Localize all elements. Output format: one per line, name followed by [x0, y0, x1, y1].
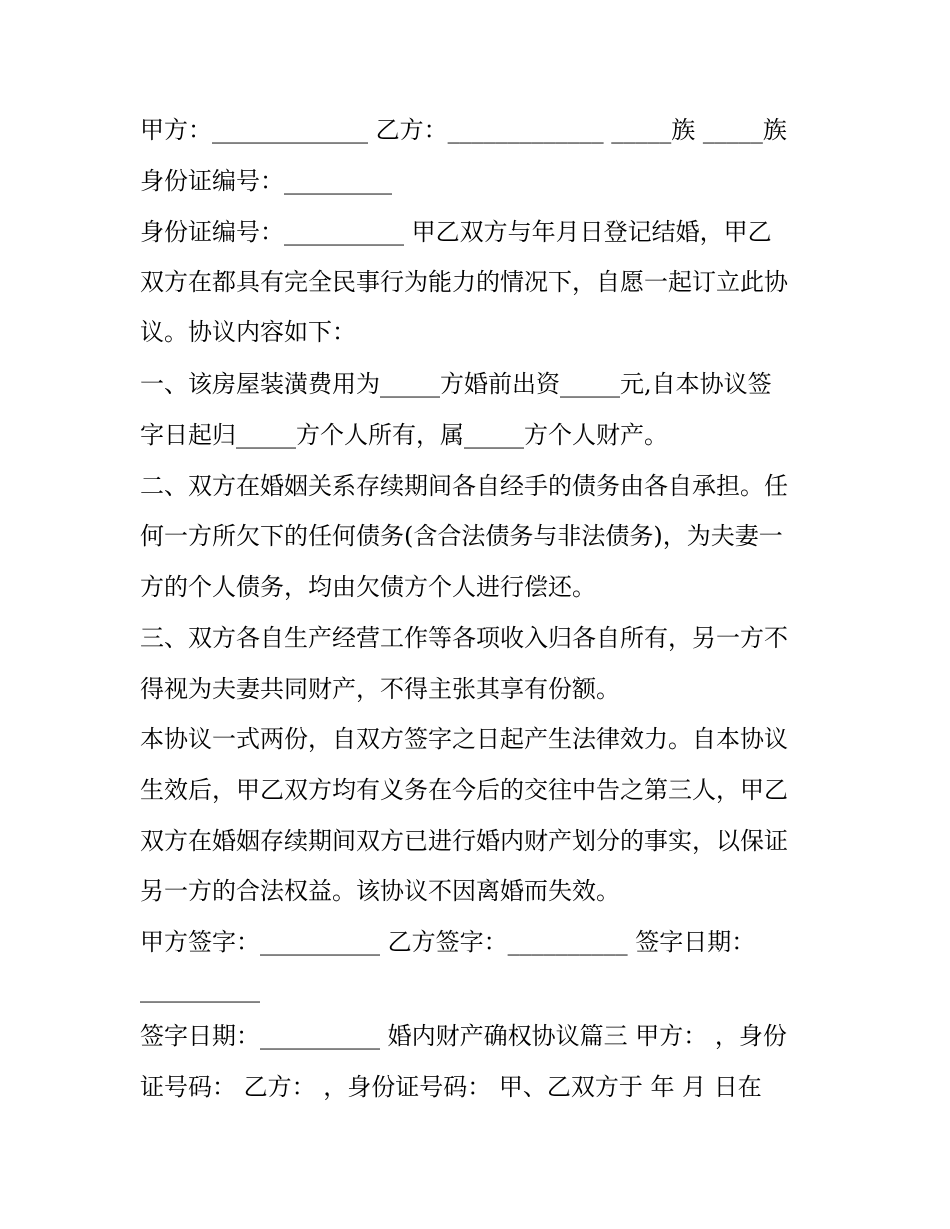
clause-one-line: 一、该房屋装潢费用为_____方婚前出资_____元,自本协议签 [140, 370, 772, 398]
clause-two-line: 何一方所欠下的任何债务(含合法债务与非法债务)，为夫妻一 [140, 522, 783, 550]
agreement-three-line: 证号码： 乙方： ，身份证号码： 甲、乙双方于 年 月 日在 [140, 1073, 762, 1101]
clause-two-line: 方的个人债务，均由欠债方个人进行偿还。 [140, 573, 596, 601]
effect-paragraph-line: 本协议一式两份，自双方签字之日起产生法律效力。自本协议 [140, 725, 788, 753]
effect-paragraph-line: 另一方的合法权益。该协议不因离婚而失效。 [140, 877, 620, 905]
paragraph-line: 议。协议内容如下： [140, 318, 356, 346]
id-number-line-1: 身份证编号：_________ [140, 167, 392, 195]
id-number-line-2: 身份证编号：__________ 甲乙双方与年月日登记结婚，甲乙 [140, 218, 772, 246]
paragraph-line: 双方在都具有完全民事行为能力的情况下，自愿一起订立此协 [140, 268, 788, 296]
clause-one-line: 字日起归_____方个人所有，属_____方个人财产。 [140, 421, 668, 449]
clause-three-line: 三、双方各自生产经营工作等各项收入归各自所有，另一方不 [140, 624, 788, 652]
signature-line: 甲方签字：__________ 乙方签字：__________ 签字日期： [140, 928, 756, 956]
signature-date-blank: __________ [140, 975, 260, 1003]
effect-paragraph-line: 生效后，甲乙双方均有义务在今后的交往中告之第三人，甲乙 [140, 776, 788, 804]
party-a-b-line: 甲方：_____________ 乙方：_____________ _____族 _____族 [140, 116, 787, 144]
clause-three-line: 得视为夫妻共同财产，不得主张其享有份额。 [140, 675, 620, 703]
clause-two-line: 二、双方在婚姻关系存续期间各自经手的债务由各自承担。任 [140, 472, 788, 500]
signature-date-line: 签字日期：__________ 婚内财产确权协议篇三 甲方： ，身份 [140, 1022, 787, 1050]
effect-paragraph-line: 双方在婚姻存续期间双方已进行婚内财产划分的事实，以保证 [140, 827, 788, 855]
